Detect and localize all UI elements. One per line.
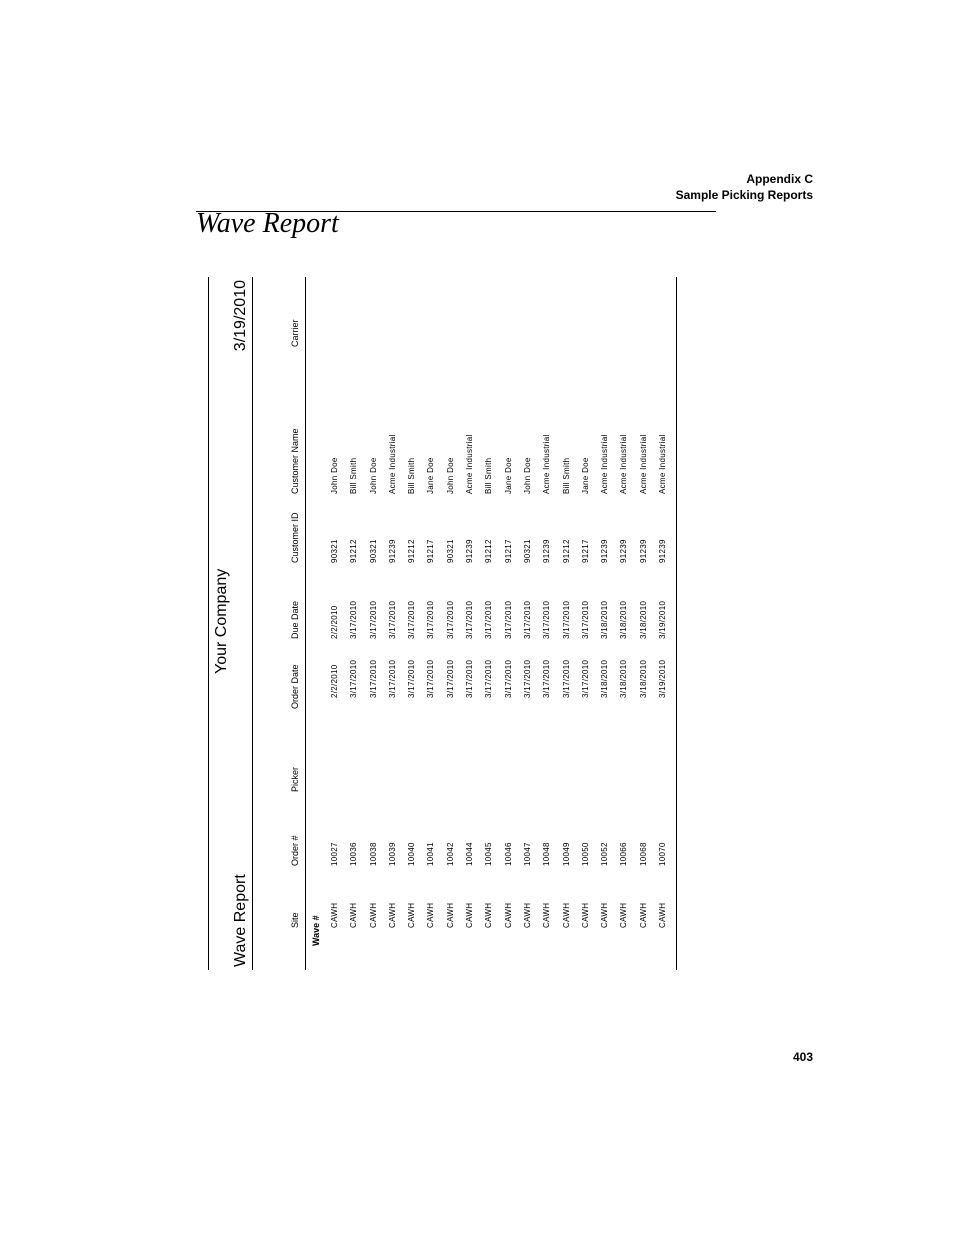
cell-due-date: 3/17/2010: [465, 600, 475, 639]
page-header-chapter: Sample Picking Reports: [675, 188, 813, 202]
cell-order: 10039: [387, 842, 397, 866]
column-header-picker: Picker: [290, 766, 300, 792]
cell-order: 10036: [349, 842, 359, 866]
cell-customer-id: 91212: [407, 539, 417, 563]
cell-customer-id: 90321: [522, 539, 532, 563]
cell-order: 10047: [522, 842, 532, 866]
cell-order: 10050: [580, 842, 590, 866]
cell-due-date: 3/17/2010: [349, 600, 359, 639]
cell-order-date: 3/17/2010: [387, 659, 397, 698]
cell-order-date: 3/17/2010: [445, 659, 455, 698]
cell-customer-name: Acme Industrial: [638, 434, 648, 494]
cell-site: CAWH: [522, 902, 532, 928]
cell-site: CAWH: [638, 902, 648, 928]
cell-customer-id: 91212: [484, 539, 494, 563]
table-row: [542, 277, 561, 970]
table-row: [484, 277, 503, 970]
cell-order-date: 3/17/2010: [503, 659, 513, 698]
cell-order-date: 3/17/2010: [465, 659, 475, 698]
cell-site: CAWH: [561, 902, 571, 928]
cell-order: 10040: [407, 842, 417, 866]
cell-order: 10070: [658, 842, 668, 866]
cell-order-date: 3/17/2010: [426, 659, 436, 698]
table-row: [523, 277, 542, 970]
table-row: [426, 277, 445, 970]
cell-site: CAWH: [349, 902, 359, 928]
cell-site: CAWH: [658, 902, 668, 928]
cell-site: CAWH: [619, 902, 629, 928]
cell-order: 10049: [561, 842, 571, 866]
report-date: 3/19/2010: [232, 280, 249, 352]
table-row: [407, 277, 426, 970]
cell-order: 10052: [600, 842, 610, 866]
cell-customer-name: Acme Industrial: [542, 434, 552, 494]
cell-customer-name: Bill Smith: [407, 457, 417, 494]
cell-customer-id: 91217: [503, 539, 513, 563]
cell-customer-name: Acme Industrial: [387, 434, 397, 494]
cell-customer-name: Bill Smith: [484, 457, 494, 494]
cell-due-date: 3/18/2010: [638, 600, 648, 639]
cell-customer-name: John Doe: [368, 457, 378, 494]
cell-order-date: 2/2/2010: [330, 664, 339, 698]
cell-due-date: 3/17/2010: [445, 600, 455, 639]
cell-customer-name: Bill Smith: [349, 457, 359, 494]
cell-site: CAWH: [580, 902, 590, 928]
cell-customer-id: 91239: [638, 539, 648, 563]
cell-customer-name: Jane Doe: [580, 457, 590, 494]
cell-site: CAWH: [542, 902, 552, 928]
cell-order-date: 3/17/2010: [349, 659, 359, 698]
cell-customer-id: 91239: [658, 539, 668, 563]
cell-order: 10041: [426, 842, 436, 866]
cell-site: CAWH: [484, 902, 494, 928]
cell-order-date: 3/19/2010: [658, 659, 668, 698]
cell-due-date: 3/17/2010: [580, 600, 590, 639]
cell-customer-id: 90321: [445, 539, 455, 563]
column-header-carrier: Carrier: [290, 319, 300, 347]
report-title: Wave Report: [232, 874, 249, 967]
cell-site: CAWH: [465, 902, 475, 928]
cell-order: 10046: [503, 842, 513, 866]
page-header-appendix: Appendix C: [746, 172, 813, 186]
cell-due-date: 3/17/2010: [368, 600, 378, 639]
cell-customer-id: 91212: [561, 539, 571, 563]
cell-order-date: 3/17/2010: [484, 659, 494, 698]
cell-customer-id: 91239: [619, 539, 629, 563]
cell-customer-name: Acme Industrial: [465, 434, 475, 494]
page-header: [676, 171, 813, 203]
company-name: Your Company: [213, 568, 230, 674]
table-row: [619, 277, 638, 970]
cell-order: 10042: [445, 842, 455, 866]
cell-customer-id: 91212: [349, 539, 359, 563]
cell-order-date: 3/17/2010: [522, 659, 532, 698]
table-row: [600, 277, 619, 970]
cell-site: CAWH: [426, 902, 436, 928]
cell-customer-name: Jane Doe: [503, 457, 513, 494]
cell-customer-name: Acme Industrial: [619, 434, 629, 494]
report-title-rule: [252, 277, 253, 970]
cell-customer-name: Jane Doe: [426, 457, 436, 494]
cell-order-date: 3/18/2010: [619, 659, 629, 698]
cell-customer-id: 91217: [426, 539, 436, 563]
table-row: [369, 277, 388, 970]
cell-customer-id: 90321: [368, 539, 378, 563]
cell-customer-name: Acme Industrial: [658, 434, 668, 494]
cell-due-date: 3/17/2010: [387, 600, 397, 639]
cell-customer-id: 91239: [600, 539, 610, 563]
table-row: [504, 277, 523, 970]
cell-due-date: 3/17/2010: [561, 600, 571, 639]
cell-customer-id: 91239: [387, 539, 397, 563]
report-rule-bottom: [676, 277, 677, 970]
cell-customer-id: 90321: [330, 539, 339, 563]
table-row: [388, 277, 407, 970]
cell-customer-id: 91217: [580, 539, 590, 563]
cell-due-date: 3/18/2010: [619, 600, 629, 639]
cell-due-date: 2/2/2010: [330, 605, 339, 639]
cell-order: 10048: [542, 842, 552, 866]
cell-customer-name: John Doe: [522, 457, 532, 494]
table-row: [446, 277, 465, 970]
cell-site: CAWH: [407, 902, 417, 928]
report-container: [208, 277, 678, 970]
table-row: [562, 277, 581, 970]
cell-customer-id: 91239: [465, 539, 475, 563]
report-column-rule: [305, 277, 306, 970]
table-row: [349, 277, 368, 970]
cell-site: CAWH: [368, 902, 378, 928]
cell-order: 10068: [638, 842, 648, 866]
report-rows: [330, 277, 677, 970]
column-header-customer-name: Customer Name: [290, 428, 300, 494]
wave-report: [208, 277, 678, 970]
cell-site: CAWH: [503, 902, 513, 928]
cell-order: 10027: [330, 842, 339, 866]
cell-due-date: 3/17/2010: [503, 600, 513, 639]
cell-order-date: 3/17/2010: [561, 659, 571, 698]
cell-due-date: 3/17/2010: [522, 600, 532, 639]
report-rule-top: [208, 277, 209, 970]
column-header-site: Site: [290, 912, 300, 928]
table-row: [330, 277, 349, 970]
column-header-order: Order #: [290, 835, 300, 866]
column-header-customer-id: Customer ID: [290, 512, 300, 563]
cell-site: CAWH: [330, 902, 339, 928]
cell-customer-name: John Doe: [445, 457, 455, 494]
cell-due-date: 3/17/2010: [484, 600, 494, 639]
cell-order-date: 3/17/2010: [580, 659, 590, 698]
cell-customer-id: 91239: [542, 539, 552, 563]
cell-site: CAWH: [600, 902, 610, 928]
table-row: [465, 277, 484, 970]
cell-due-date: 3/17/2010: [426, 600, 436, 639]
group-label-wave: Wave #: [311, 915, 321, 946]
cell-due-date: 3/18/2010: [600, 600, 610, 639]
cell-order-date: 3/17/2010: [368, 659, 378, 698]
column-header-due-date: Due Date: [290, 600, 300, 639]
table-row: [639, 277, 658, 970]
cell-customer-name: Bill Smith: [561, 457, 571, 494]
cell-order-date: 3/17/2010: [542, 659, 552, 698]
table-row: [658, 277, 677, 970]
cell-order-date: 3/18/2010: [638, 659, 648, 698]
cell-order: 10066: [619, 842, 629, 866]
cell-customer-name: Acme Industrial: [600, 434, 610, 494]
cell-order: 10044: [465, 842, 475, 866]
cell-site: CAWH: [445, 902, 455, 928]
cell-due-date: 3/19/2010: [658, 600, 668, 639]
cell-customer-name: John Doe: [330, 457, 339, 494]
cell-site: CAWH: [387, 902, 397, 928]
cell-due-date: 3/17/2010: [407, 600, 417, 639]
cell-order: 10045: [484, 842, 494, 866]
cell-order: 10038: [368, 842, 378, 866]
column-header-order-date: Order Date: [290, 664, 300, 709]
page-number: 403: [792, 1050, 813, 1064]
section-title: Wave Report: [196, 208, 339, 239]
cell-order-date: 3/18/2010: [600, 659, 610, 698]
cell-due-date: 3/17/2010: [542, 600, 552, 639]
cell-order-date: 3/17/2010: [407, 659, 417, 698]
table-row: [581, 277, 600, 970]
